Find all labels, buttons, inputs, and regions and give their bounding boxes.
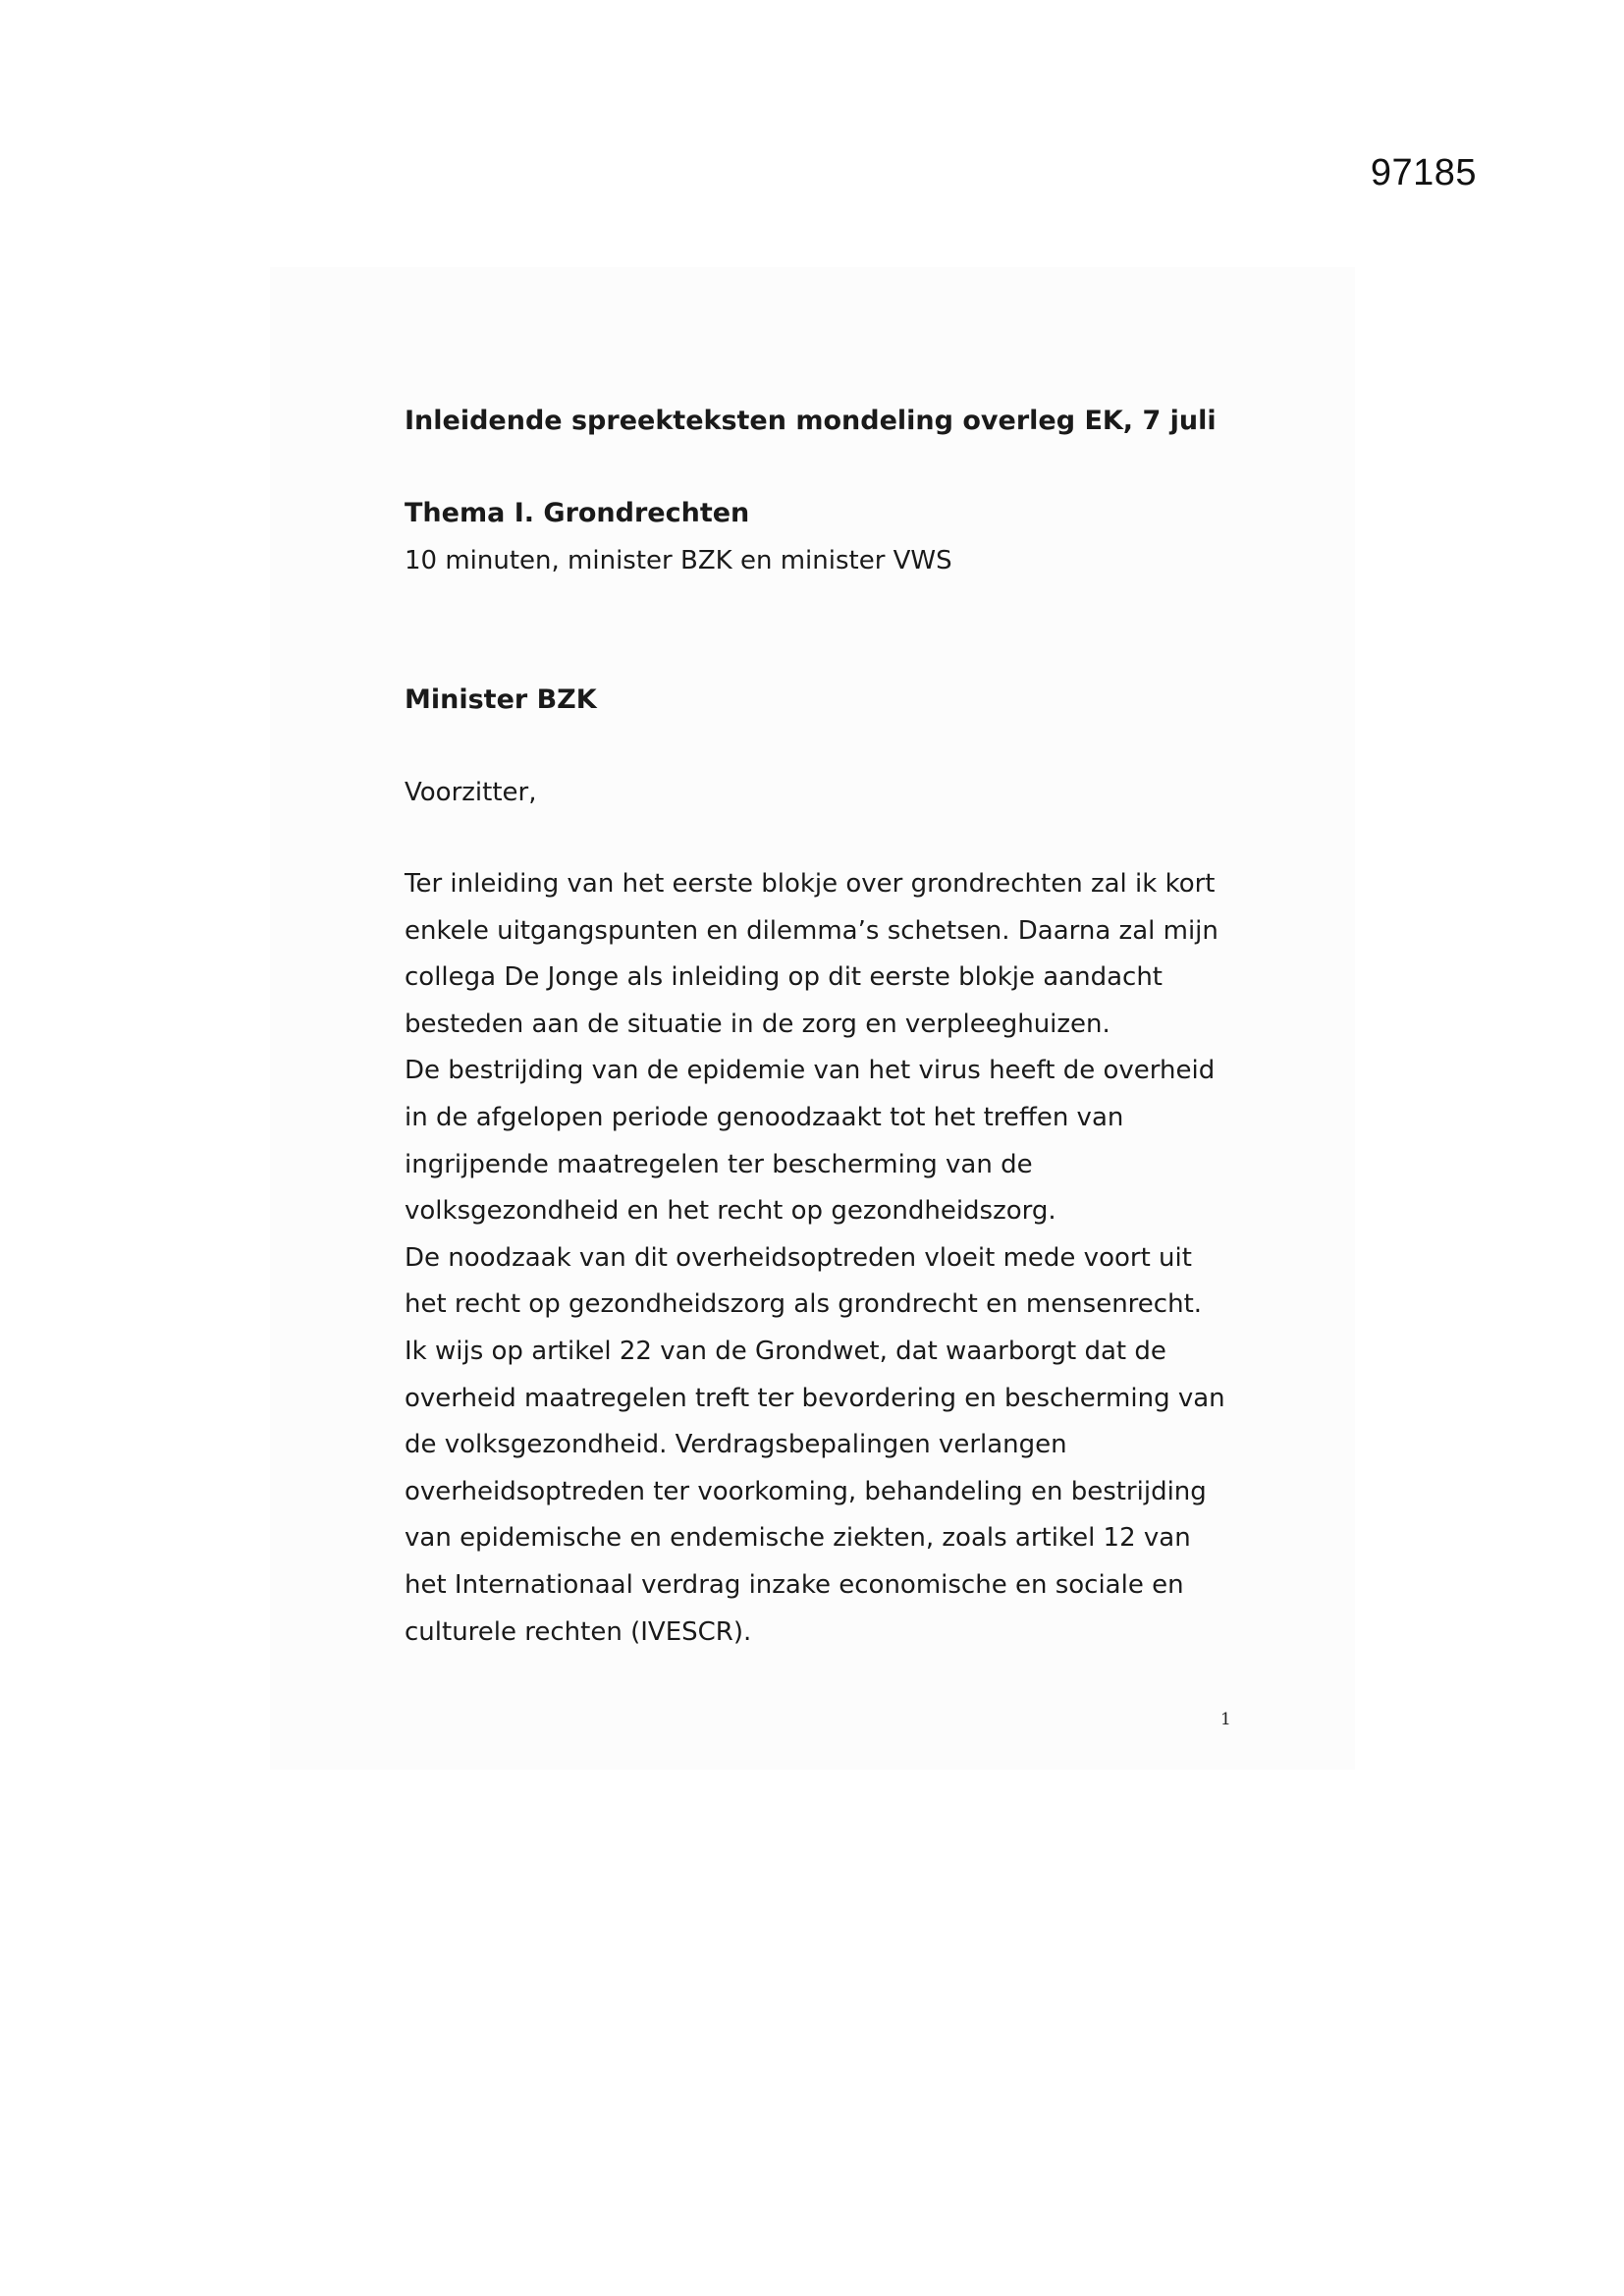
body-line: De noodzaak van dit overheidsoptreden vloeit mede voort uit — [405, 1242, 1192, 1273]
document-number: 97185 — [1370, 152, 1477, 193]
body-line: Ik wijs op artikel 22 van de Grondwet, dat waarborgt dat de — [405, 1336, 1166, 1366]
body-line: Ter inleiding van het eerste blokje over grondrechten zal ik kort — [405, 869, 1216, 899]
body-line: in de afgelopen periode genoodzaakt tot het treffen van — [405, 1102, 1124, 1132]
body-line: enkele uitgangspunten en dilemma’s schetsen. Daarna zal mijn — [405, 915, 1218, 946]
theme-heading: Thema I. Grondrechten — [405, 498, 750, 528]
body-line: volksgezondheid en het recht op gezondheidszorg. — [405, 1196, 1056, 1227]
body-line: culturele rechten (IVESCR). — [405, 1616, 752, 1647]
theme-subheading: 10 minuten, minister BZK en minister VWS — [405, 546, 952, 575]
speech-body — [405, 861, 1249, 1656]
body-line: van epidemische en endemische ziekten, zoals artikel 12 van — [405, 1523, 1191, 1554]
body-line: overheidsoptreden ter voorkoming, behandeling en bestrijding — [405, 1476, 1207, 1506]
document-title: Inleidende spreekteksten mondeling overleg EK, 7 juli — [405, 406, 1217, 436]
body-line: De bestrijding van de epidemie van het virus heeft de overheid — [405, 1056, 1216, 1086]
document-content — [405, 398, 1249, 1656]
body-line: collega De Jonge als inleiding op dit eerste blokje aandacht — [405, 962, 1164, 993]
page-number: 1 — [1220, 1710, 1231, 1729]
body-line: besteden aan de situatie in de zorg en verpleeghuizen. — [405, 1009, 1110, 1039]
body-line: ingrijpende maatregelen ter bescherming van de — [405, 1149, 1033, 1179]
speaker-heading: Minister BZK — [405, 684, 597, 715]
body-line: het recht op gezondheidszorg als grondrecht en mensenrecht. — [405, 1289, 1203, 1320]
salutation: Voorzitter, — [405, 778, 537, 807]
body-line: de volksgezondheid. Verdragsbepalingen verlangen — [405, 1430, 1067, 1460]
body-line: overheid maatregelen treft ter bevordering en bescherming van — [405, 1383, 1225, 1413]
body-line: het Internationaal verdrag inzake economische en sociale en — [405, 1569, 1184, 1600]
